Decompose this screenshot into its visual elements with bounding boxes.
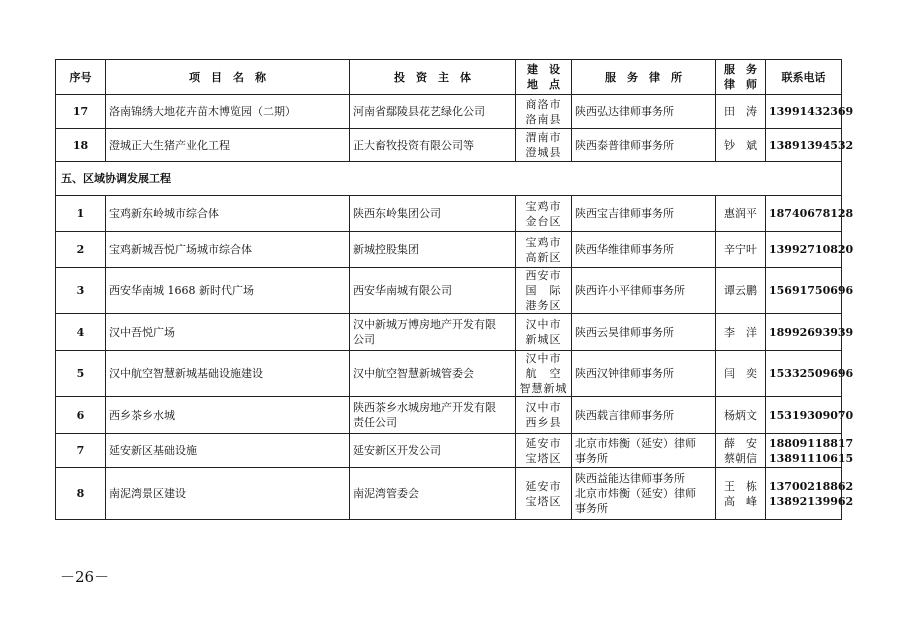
cell-lawyer: 钞 斌 [716, 129, 766, 162]
cell-project: 宝鸡新城吾悦广场城市综合体 [106, 232, 350, 268]
cell-investor: 河南省鄢陵县花艺绿化公司 [350, 95, 516, 129]
cell-lawyer: 田 涛 [716, 95, 766, 129]
cell-investor: 陕西东岭集团公司 [350, 196, 516, 232]
table-row [56, 351, 842, 397]
header-phone: 联系电话 [766, 60, 842, 95]
cell-lawyer: 杨炳文 [716, 397, 766, 434]
cell-firm: 陕西弘达律师事务所 [572, 95, 716, 129]
cell-location: 西安市 国 际 港务区 [516, 268, 572, 314]
cell-project: 南泥湾景区建设 [106, 468, 350, 520]
cell-phone: 13700218862 13892139962 [766, 468, 842, 520]
cell-location: 延安市 宝塔区 [516, 434, 572, 468]
cell-no: 6 [56, 397, 106, 434]
cell-no: 8 [56, 468, 106, 520]
cell-phone: 15332509696 [766, 351, 842, 397]
cell-project: 汉中航空智慧新城基础设施建设 [106, 351, 350, 397]
cell-phone: 13992710820 [766, 232, 842, 268]
cell-location: 汉中市 西乡县 [516, 397, 572, 434]
cell-lawyer: 王 栋 高 峰 [716, 468, 766, 520]
cell-no: 3 [56, 268, 106, 314]
cell-phone: 18740678128 [766, 196, 842, 232]
cell-phone: 13991432369 [766, 95, 842, 129]
table-body-top [56, 95, 854, 162]
cell-investor: 西安华南城有限公司 [350, 268, 516, 314]
header-lawyer: 服 务 律 师 [716, 60, 766, 95]
cell-investor: 正大畜牧投资有限公司等 [350, 129, 516, 162]
cell-no: 18 [56, 129, 106, 162]
cell-no: 4 [56, 314, 106, 351]
cell-project: 澄城正大生猪产业化工程 [106, 129, 350, 162]
header-investor: 投 资 主 体 [350, 60, 516, 95]
cell-firm: 陕西益能达律师事务所 北京市炜衡（延安）律师 事务所 [572, 468, 716, 520]
cell-firm: 北京市炜衡（延安）律师 事务所 [572, 434, 716, 468]
table-row [56, 196, 842, 232]
cell-location: 延安市 宝塔区 [516, 468, 572, 520]
project-table [55, 59, 854, 520]
cell-phone: 15319309070 [766, 397, 842, 434]
table-row [56, 314, 842, 351]
cell-lawyer: 辛宁叶 [716, 232, 766, 268]
cell-lawyer: 谭云鹏 [716, 268, 766, 314]
header-firm: 服 务 律 所 [572, 60, 716, 95]
table-row [56, 434, 842, 468]
cell-investor: 南泥湾管委会 [350, 468, 516, 520]
cell-project: 延安新区基础设施 [106, 434, 350, 468]
cell-investor: 新城控股集团 [350, 232, 516, 268]
cell-no: 7 [56, 434, 106, 468]
cell-project: 西安华南城 1668 新时代广场 [106, 268, 350, 314]
cell-project: 洛南锦绣大地花卉苗木博览园（二期） [106, 95, 350, 129]
cell-phone: 13891394532 [766, 129, 842, 162]
table-row [56, 397, 842, 434]
section-row [56, 162, 842, 196]
section-title: 五、区域协调发展工程 [56, 162, 842, 196]
cell-no: 1 [56, 196, 106, 232]
cell-phone: 15691750696 [766, 268, 842, 314]
header-project: 项 目 名 称 [106, 60, 350, 95]
cell-investor: 汉中航空智慧新城管委会 [350, 351, 516, 397]
cell-location: 渭南市 澄城县 [516, 129, 572, 162]
cell-investor: 陕西茶乡水城房地产开发有限 责任公司 [350, 397, 516, 434]
cell-location: 宝鸡市 高新区 [516, 232, 572, 268]
header-no: 序号 [56, 60, 106, 95]
cell-project: 宝鸡新东岭城市综合体 [106, 196, 350, 232]
cell-firm: 陕西汉钟律师事务所 [572, 351, 716, 397]
cell-firm: 陕西华维律师事务所 [572, 232, 716, 268]
cell-no: 2 [56, 232, 106, 268]
cell-no: 17 [56, 95, 106, 129]
table-row [56, 268, 842, 314]
cell-investor: 延安新区开发公司 [350, 434, 516, 468]
section-body [56, 162, 842, 196]
cell-firm: 陕西载言律师事务所 [572, 397, 716, 434]
cell-lawyer: 惠润平 [716, 196, 766, 232]
cell-location: 宝鸡市 金台区 [516, 196, 572, 232]
cell-no: 5 [56, 351, 106, 397]
header-location: 建 设 地 点 [516, 60, 572, 95]
cell-firm: 陕西泰普律师事务所 [572, 129, 716, 162]
table-row [56, 468, 842, 520]
cell-lawyer: 闫 奕 [716, 351, 766, 397]
cell-firm: 陕西许小平律师事务所 [572, 268, 716, 314]
header-row [56, 60, 842, 95]
table-row [56, 232, 842, 268]
cell-location: 汉中市 航 空 智慧新城 [516, 351, 572, 397]
table-row [56, 95, 842, 129]
cell-firm: 陕西云昊律师事务所 [572, 314, 716, 351]
table-row [56, 129, 842, 162]
cell-project: 西乡茶乡水城 [106, 397, 350, 434]
page-number: －26－ [60, 568, 110, 586]
cell-lawyer: 薛 安 蔡朝信 [716, 434, 766, 468]
cell-firm: 陕西宝吉律师事务所 [572, 196, 716, 232]
cell-project: 汉中吾悦广场 [106, 314, 350, 351]
cell-lawyer: 李 洋 [716, 314, 766, 351]
cell-investor: 汉中新城万博房地产开发有限 公司 [350, 314, 516, 351]
cell-phone: 18992693939 [766, 314, 842, 351]
table-body-main [56, 196, 854, 520]
cell-location: 汉中市 新城区 [516, 314, 572, 351]
cell-location: 商洛市 洛南县 [516, 95, 572, 129]
cell-phone: 18809118817 13891110615 [766, 434, 842, 468]
